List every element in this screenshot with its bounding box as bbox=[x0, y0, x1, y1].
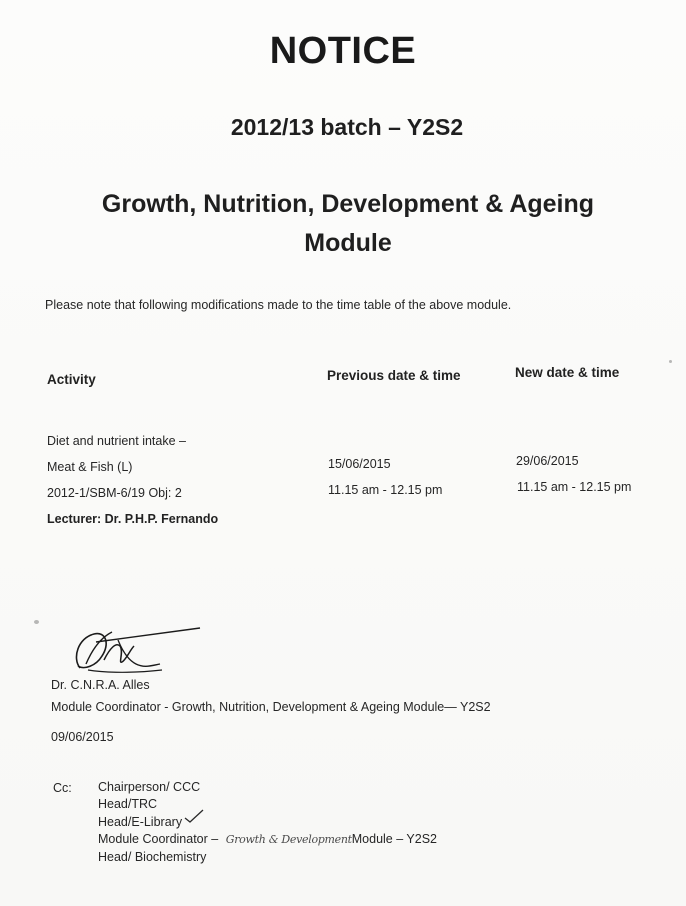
lecturer-name: Lecturer: Dr. P.H.P. Fernando bbox=[47, 512, 219, 526]
notice-title: NOTICE bbox=[269, 30, 417, 72]
tick-mark-icon bbox=[183, 808, 205, 824]
cc-label: Cc: bbox=[53, 781, 72, 795]
scan-speck bbox=[669, 360, 672, 363]
cc-coordinator-handwritten: Growth & Development bbox=[225, 833, 352, 846]
header-activity: Activity bbox=[47, 372, 96, 387]
previous-date: 15/06/2015 bbox=[328, 457, 391, 471]
activity-line-1: Diet and nutrient intake – bbox=[47, 434, 186, 448]
activity-line-2: Meat & Fish (L) bbox=[47, 460, 133, 474]
signatory-role: Module Coordinator - Growth, Nutrition, Development & Ageing Module— Y2S2 bbox=[51, 700, 491, 714]
cc-coordinator-suffix: Module – Y2S2 bbox=[351, 832, 438, 846]
previous-time: 11.15 am - 12.15 pm bbox=[328, 483, 443, 497]
cc-coordinator-prefix: Module Coordinator – bbox=[98, 832, 219, 846]
module-title-line-1: Growth, Nutrition, Development & Ageing bbox=[101, 190, 595, 218]
cc-item-chairperson: Chairperson/ CCC bbox=[98, 780, 201, 794]
signature-image bbox=[66, 620, 206, 680]
cc-item-module-coordinator bbox=[98, 832, 437, 846]
signatory-name: Dr. C.N.R.A. Alles bbox=[51, 678, 150, 692]
cc-item-head-elibrary: Head/E-Library bbox=[98, 815, 183, 829]
scan-speck bbox=[34, 620, 39, 624]
header-previous-date-time: Previous date & time bbox=[327, 368, 461, 383]
intro-text: Please note that following modifications made to the time table of the above module. bbox=[45, 298, 512, 312]
signatory-date: 09/06/2015 bbox=[51, 730, 114, 744]
header-new-date-time: New date & time bbox=[515, 365, 620, 380]
module-title-line-2: Module bbox=[304, 229, 392, 257]
cc-item-head-trc: Head/TRC bbox=[98, 797, 158, 811]
new-time: 11.15 am - 12.15 pm bbox=[517, 480, 632, 494]
activity-line-3: 2012-1/SBM-6/19 Obj: 2 bbox=[47, 486, 182, 500]
cc-item-head-biochemistry: Head/ Biochemistry bbox=[98, 850, 207, 864]
new-date: 29/06/2015 bbox=[516, 454, 579, 468]
batch-heading: 2012/13 batch – Y2S2 bbox=[230, 114, 464, 140]
